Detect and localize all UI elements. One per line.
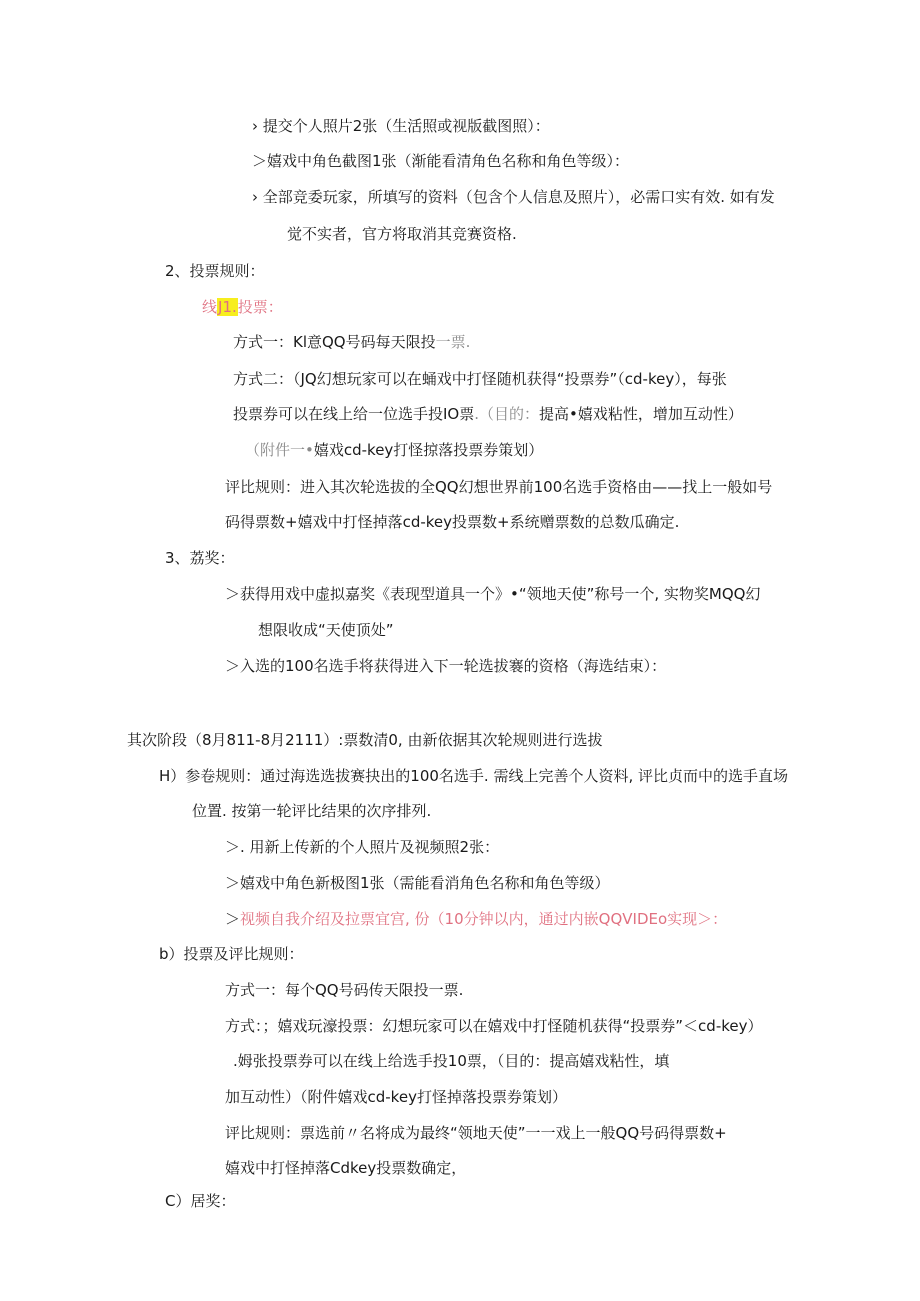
stage-2-vote-method-1: 方式一：每个QQ号码传天限投一票. [225,981,464,999]
award-item-1: ＞获得用戏中虚拟嘉奖《表现型道具一个》•“领地天使”称号一个, 实物奖MQQ幻 [225,585,761,603]
requirement-truthfulness: › 全部竞委玩家，所填写的资料（包含个人信息及照片），必需口实有效. 如有发 [252,188,775,206]
requirement-photos: › 提交个人照片2张（生活照或视版截图照）： [252,117,550,135]
stage-2-upload-screenshot: ＞嬉戏中角色新极图1张（需能看消角色名称和角色等级） [225,874,610,892]
awards-heading: 3、荔奖： [165,549,235,567]
award-item-1-cont: 想限收成“天使顶处” [258,621,394,639]
vote-method-1: 方式一：Kl意QQ号码每天限投一票. [233,333,471,351]
stage-2-awards-heading: C）居奖： [165,1192,236,1210]
stage-2-vote-method-2-cont2: 加互动性）（附件嬉戏cd-key打怪掉落投票券策划） [225,1088,567,1106]
vote-subheading: 线J1.投票： [202,298,283,316]
stage-2-evaluation-cont: 嬉戏中打怪掉落Cdkey投票数确定， [225,1159,467,1177]
stage-2-video-intro: ＞视频自我介绍及拉票宜宫, 份（10分钟以内，通过内嵌QQVIDEo实现＞： [225,910,728,928]
stage-2-evaluation: 评比规则：票选前〃名将成为最终“领地天使”一一戏上一般QQ号码得票数+ [225,1124,727,1142]
stage-2-title: 其次阶段（8月811-8月2111）:票数清0, 由新依据其次轮规则进行选拔 [127,731,603,749]
highlighted-marker: J1. [218,298,237,316]
stage-2-vote-method-2-cont: .姆张投票券可以在线上给选手投10票，（目的：提高嬉戏粘性，填 [233,1052,670,1070]
award-item-2: ＞入选的100名选手将获得进入下一轮选拔褰的资格（海选结束）： [225,657,667,675]
evaluation-rules: 评比规则：进入其次轮选拔的全QQ幻想世界前100名选手资格由——找上一般如号 [225,478,773,496]
vote-method-2-cont: 投票券可以在线上给一位选手投IO票.（目的：提高•嬉戏粘性，增加互动性） [233,405,743,423]
vote-attachment-note: （附件一•嬉戏cd-key打怪掠落投票券策划） [245,441,544,459]
stage-2-upload-photos: ＞. 用新上传新的个人照片及视频照2张： [225,838,500,856]
requirement-truthfulness-cont: 觉不实者，官方将取消其竞赛资格. [287,225,517,243]
stage-2-participation-rules-cont: 位置. 按第一轮评比结果的次序排列. [192,802,432,820]
requirement-screenshot: ＞嬉戏中角色截图1张（渐能看清角色名称和角色等级）： [252,152,630,170]
stage-2-participation-rules: H）参卷规则：通过海选选拔赛抉出的100名选手. 需线上完善个人资料, 评比贞而中的选手直场 [159,767,788,785]
evaluation-rules-cont: 码得票数+嬉戏中打怪掉落cd-key投票数+系统赠票数的总数瓜确定. [225,513,680,531]
vote-method-2: 方式二：（JQ幻想玩家可以在蛹戏中打怪随机获得“投票券”（cd-key），每张 [233,370,727,388]
stage-2-vote-method-2: 方式：；嬉戏玩濠投票：幻想玩家可以在嬉戏中打怪随机获得“投票券”＜cd-key） [225,1017,763,1035]
stage-2-vote-heading: b）投票及评比规则： [159,945,304,963]
vote-rules-heading: 2、投票规则： [165,262,265,280]
